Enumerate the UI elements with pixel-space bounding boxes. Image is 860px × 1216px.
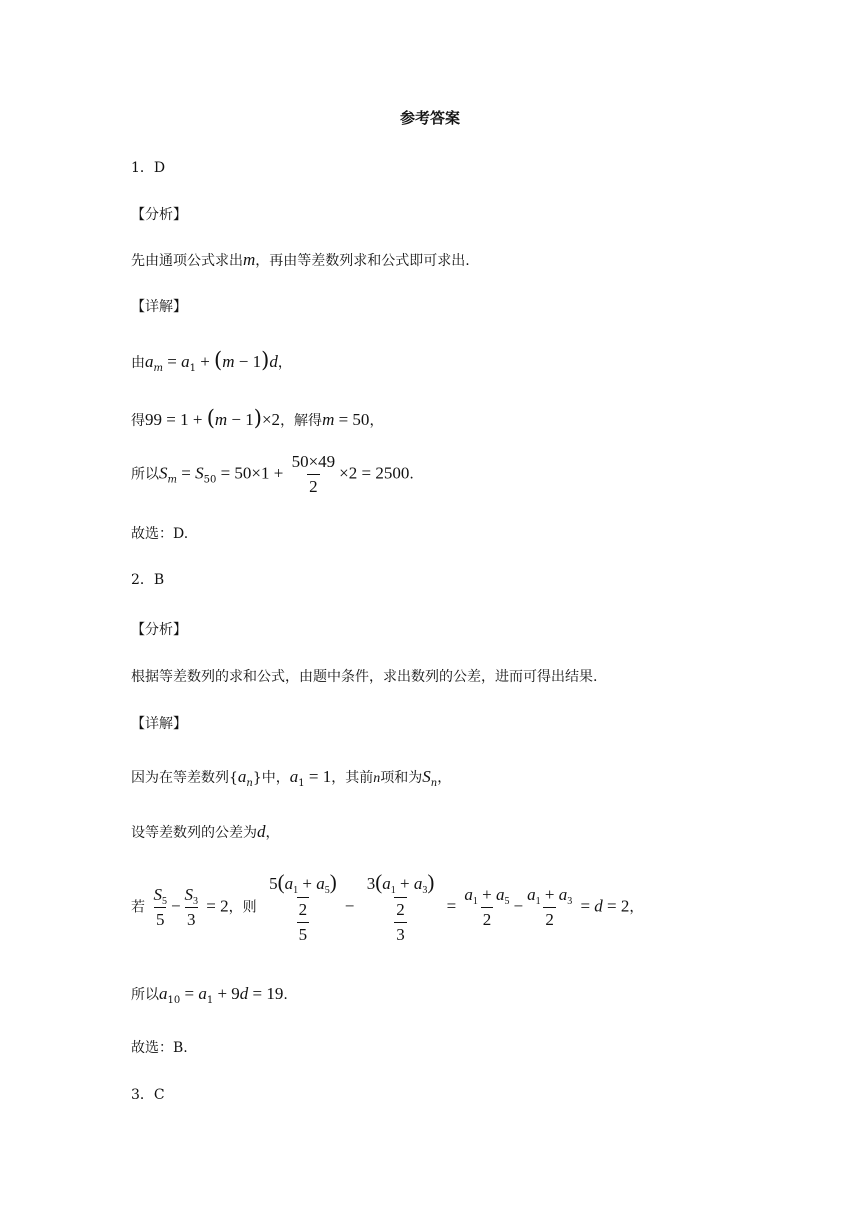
q2-line2: 设等差数列的公差为d， — [131, 822, 280, 841]
q2-answer: 2．B — [131, 572, 165, 588]
q1-analysis-header: 【分析】 — [131, 207, 187, 223]
q1-analysis: 先由通项公式求出m，再由等差数列求和公式即可求出. — [131, 250, 470, 269]
q2-conclusion: 故选：B. — [131, 1040, 188, 1056]
q1-fraction: $\frac{50\times 49}{2}$ — [291, 452, 336, 496]
q1-step3: 所以$S_m = S_{50} = 50\times 1$ + $\frac{50\times 49}{2}$ ×2 = 2500. — [131, 452, 414, 496]
q2-line4: 所以$a_{10} = a_1 + 9d = 19$. — [131, 984, 288, 1006]
q1-detail-header: 【详解】 — [131, 299, 187, 315]
q1-step1: 由$a_m = a_1 + (m - 1)d$， — [131, 348, 292, 374]
q2-line1: 因为在等差数列$\{a_n\}$中，$a_1 = 1$，其前n项和为$S_n$， — [131, 767, 452, 789]
q2-detail-header: 【详解】 — [131, 716, 187, 732]
page-title: 参考答案 — [399, 109, 460, 127]
q1-step2: 得99 = 1 + (m − 1)×2，解得m = 50， — [131, 406, 384, 430]
q3-answer: 3．C — [131, 1087, 165, 1103]
q2-analysis-header: 【分析】 — [131, 622, 187, 638]
q2-line3: 若 $\frac{S_5}{5}$ − $\frac{S_3}{3}$ = 2，则 $\frac{\frac{5(a_1 + a_5)}{2}}{5}$ − $\frac{\frac{3(a_1 + a_3)}{2}}{3}$ = $\frac{a_1 + a_5}{2}$ − $\frac{a_1 + a_3}{2}$ = d = 2， — [131, 870, 644, 944]
q1-answer: 1．D — [131, 160, 166, 176]
q2-analysis: 根据等差数列的求和公式，由题中条件，求出数列的公差，进而可得出结果. — [131, 669, 598, 685]
q1-conclusion: 故选：D. — [131, 526, 189, 542]
